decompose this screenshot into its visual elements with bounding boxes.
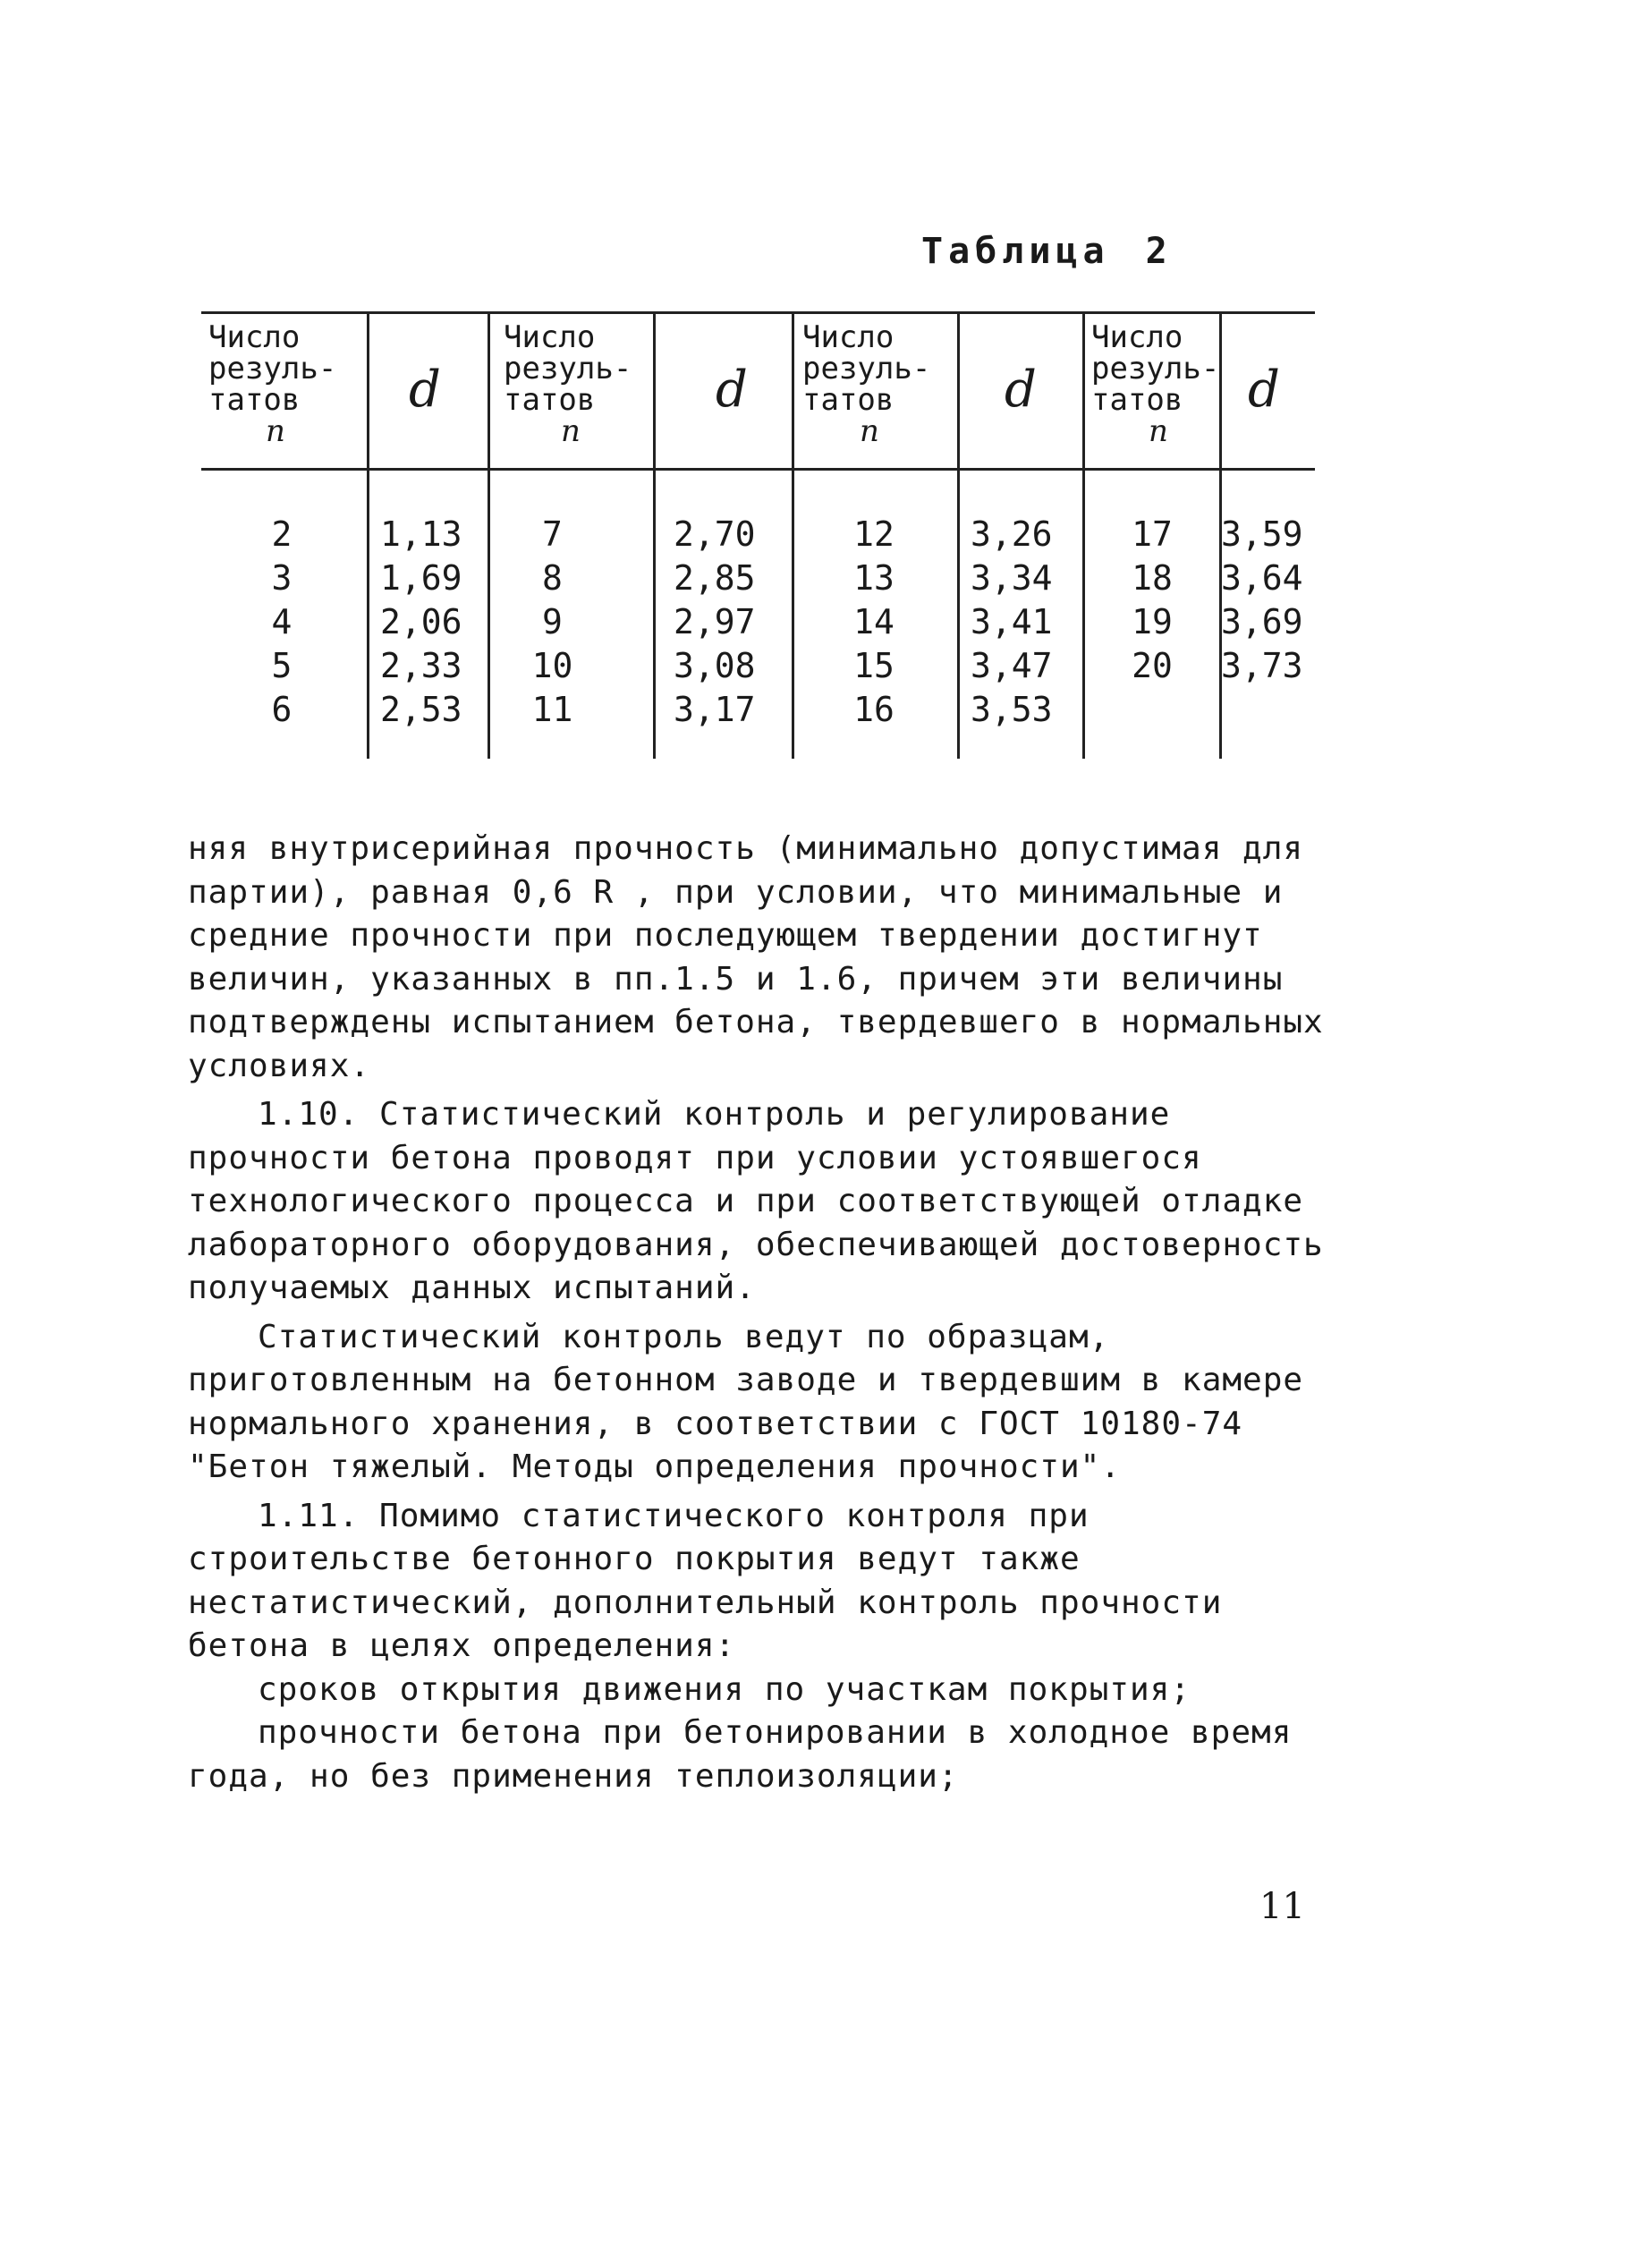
paragraph: няя внутрисерийная прочность (минимально допустимая для партии), равная 0,6 R , при условии, что минимальные и средние прочности при последующем твердении достигнут величин, указанных в пп.1.5 и 1.6, причем эти величины подтверждены испытанием бетона, твердевшего в нормальных условиях.	[188, 830, 1324, 1084]
n-value: 14	[853, 602, 895, 641]
header-d-symbol: d	[716, 361, 748, 419]
d-value: 3,53	[971, 690, 1053, 729]
d-value: 2,06	[380, 602, 462, 641]
d-value: 3,26	[971, 514, 1053, 554]
d-value: 1,13	[380, 514, 462, 554]
n-value: 5	[271, 646, 293, 685]
n-value: 7	[542, 514, 563, 554]
n-value: 2	[271, 514, 293, 554]
body-text	[188, 828, 1342, 1798]
n-symbol: n	[860, 413, 879, 449]
n-column	[802, 513, 945, 732]
d-value: 2,85	[674, 558, 756, 598]
header-d-symbol: d	[409, 361, 441, 419]
table-caption-number: 2	[1145, 231, 1173, 272]
d-column	[1221, 513, 1303, 688]
d-value: 3,08	[674, 646, 756, 685]
n-value: 10	[531, 646, 573, 685]
page-number: 11	[1259, 1886, 1305, 1927]
n-value: 20	[1132, 646, 1173, 685]
d-value: 3,59	[1221, 514, 1303, 554]
d-column	[674, 513, 756, 732]
n-column	[1094, 513, 1210, 688]
list-item: сроков открытия движения по участкам покрытия;	[258, 1670, 1191, 1708]
header-count-label: Число резуль- татов n	[802, 322, 937, 447]
table-caption-word: Таблица	[921, 231, 1110, 272]
data-table	[201, 311, 1315, 759]
n-value: 8	[542, 558, 563, 598]
d-value: 3,41	[971, 602, 1053, 641]
n-value: 13	[853, 558, 895, 598]
d-value: 1,69	[380, 558, 462, 598]
header-count-label: Число резуль- татов n	[208, 322, 343, 447]
paragraph-section-1-11: 1.11. Помимо статистического контроля при строительстве бетонного покрытия ведут также нестатистический, дополнительный контроль прочности бетона в целях определения:	[188, 1497, 1223, 1664]
list-item: прочности бетона при бетонировании в холодное время года, но без применения теплоизоляции;	[188, 1714, 1293, 1795]
d-value: 2,53	[380, 690, 462, 729]
n-value: 16	[853, 690, 895, 729]
table-divider	[653, 311, 656, 759]
table-divider	[957, 311, 960, 759]
n-symbol: n	[266, 413, 285, 449]
table-divider	[1082, 311, 1085, 759]
n-value: 19	[1132, 602, 1173, 641]
n-value: 3	[271, 558, 293, 598]
n-value: 11	[531, 690, 573, 729]
n-value: 18	[1132, 558, 1173, 598]
table-divider	[488, 311, 490, 759]
n-symbol: n	[561, 413, 581, 449]
n-value: 12	[853, 514, 895, 554]
n-column	[496, 513, 608, 732]
n-value: 17	[1132, 514, 1173, 554]
header-d-symbol: d	[1248, 361, 1280, 419]
d-value: 2,70	[674, 514, 756, 554]
header-d-symbol: d	[1005, 361, 1037, 419]
n-value: 4	[271, 602, 293, 641]
n-value: 15	[853, 646, 895, 685]
d-value: 3,34	[971, 558, 1053, 598]
table-divider	[367, 311, 369, 759]
header-count-label: Число резуль- татов n	[1091, 322, 1225, 447]
table-caption	[921, 231, 1173, 272]
d-value: 3,69	[1221, 602, 1303, 641]
d-value: 3,64	[1221, 558, 1303, 598]
d-value: 2,33	[380, 646, 462, 685]
d-value: 3,73	[1221, 646, 1303, 685]
n-column	[219, 513, 344, 732]
d-value: 2,97	[674, 602, 756, 641]
d-column	[971, 513, 1053, 732]
paragraph-section-1-10: 1.10. Статистический контроль и регулирование прочности бетона проводят при условии устоявшегося технологического процесса и при соответствующей отладке лабораторного оборудования, обеспечивающей достоверность получаемых данных испытаний.	[188, 1096, 1324, 1306]
n-symbol: n	[1149, 413, 1168, 449]
d-value: 3,47	[971, 646, 1053, 685]
d-column	[380, 513, 462, 732]
header-count-label: Число резуль- татов n	[504, 322, 638, 447]
d-value: 3,17	[674, 690, 756, 729]
n-value: 6	[271, 690, 293, 729]
paragraph: Статистический контроль ведут по образцам, приготовленным на бетонном заводе и твердевшим в камере нормального хранения, в соответствии с ГОСТ 10180-74 "Бетон тяжелый. Методы определения прочности".	[188, 1318, 1304, 1485]
table-divider	[792, 311, 794, 759]
n-value: 9	[542, 602, 563, 641]
